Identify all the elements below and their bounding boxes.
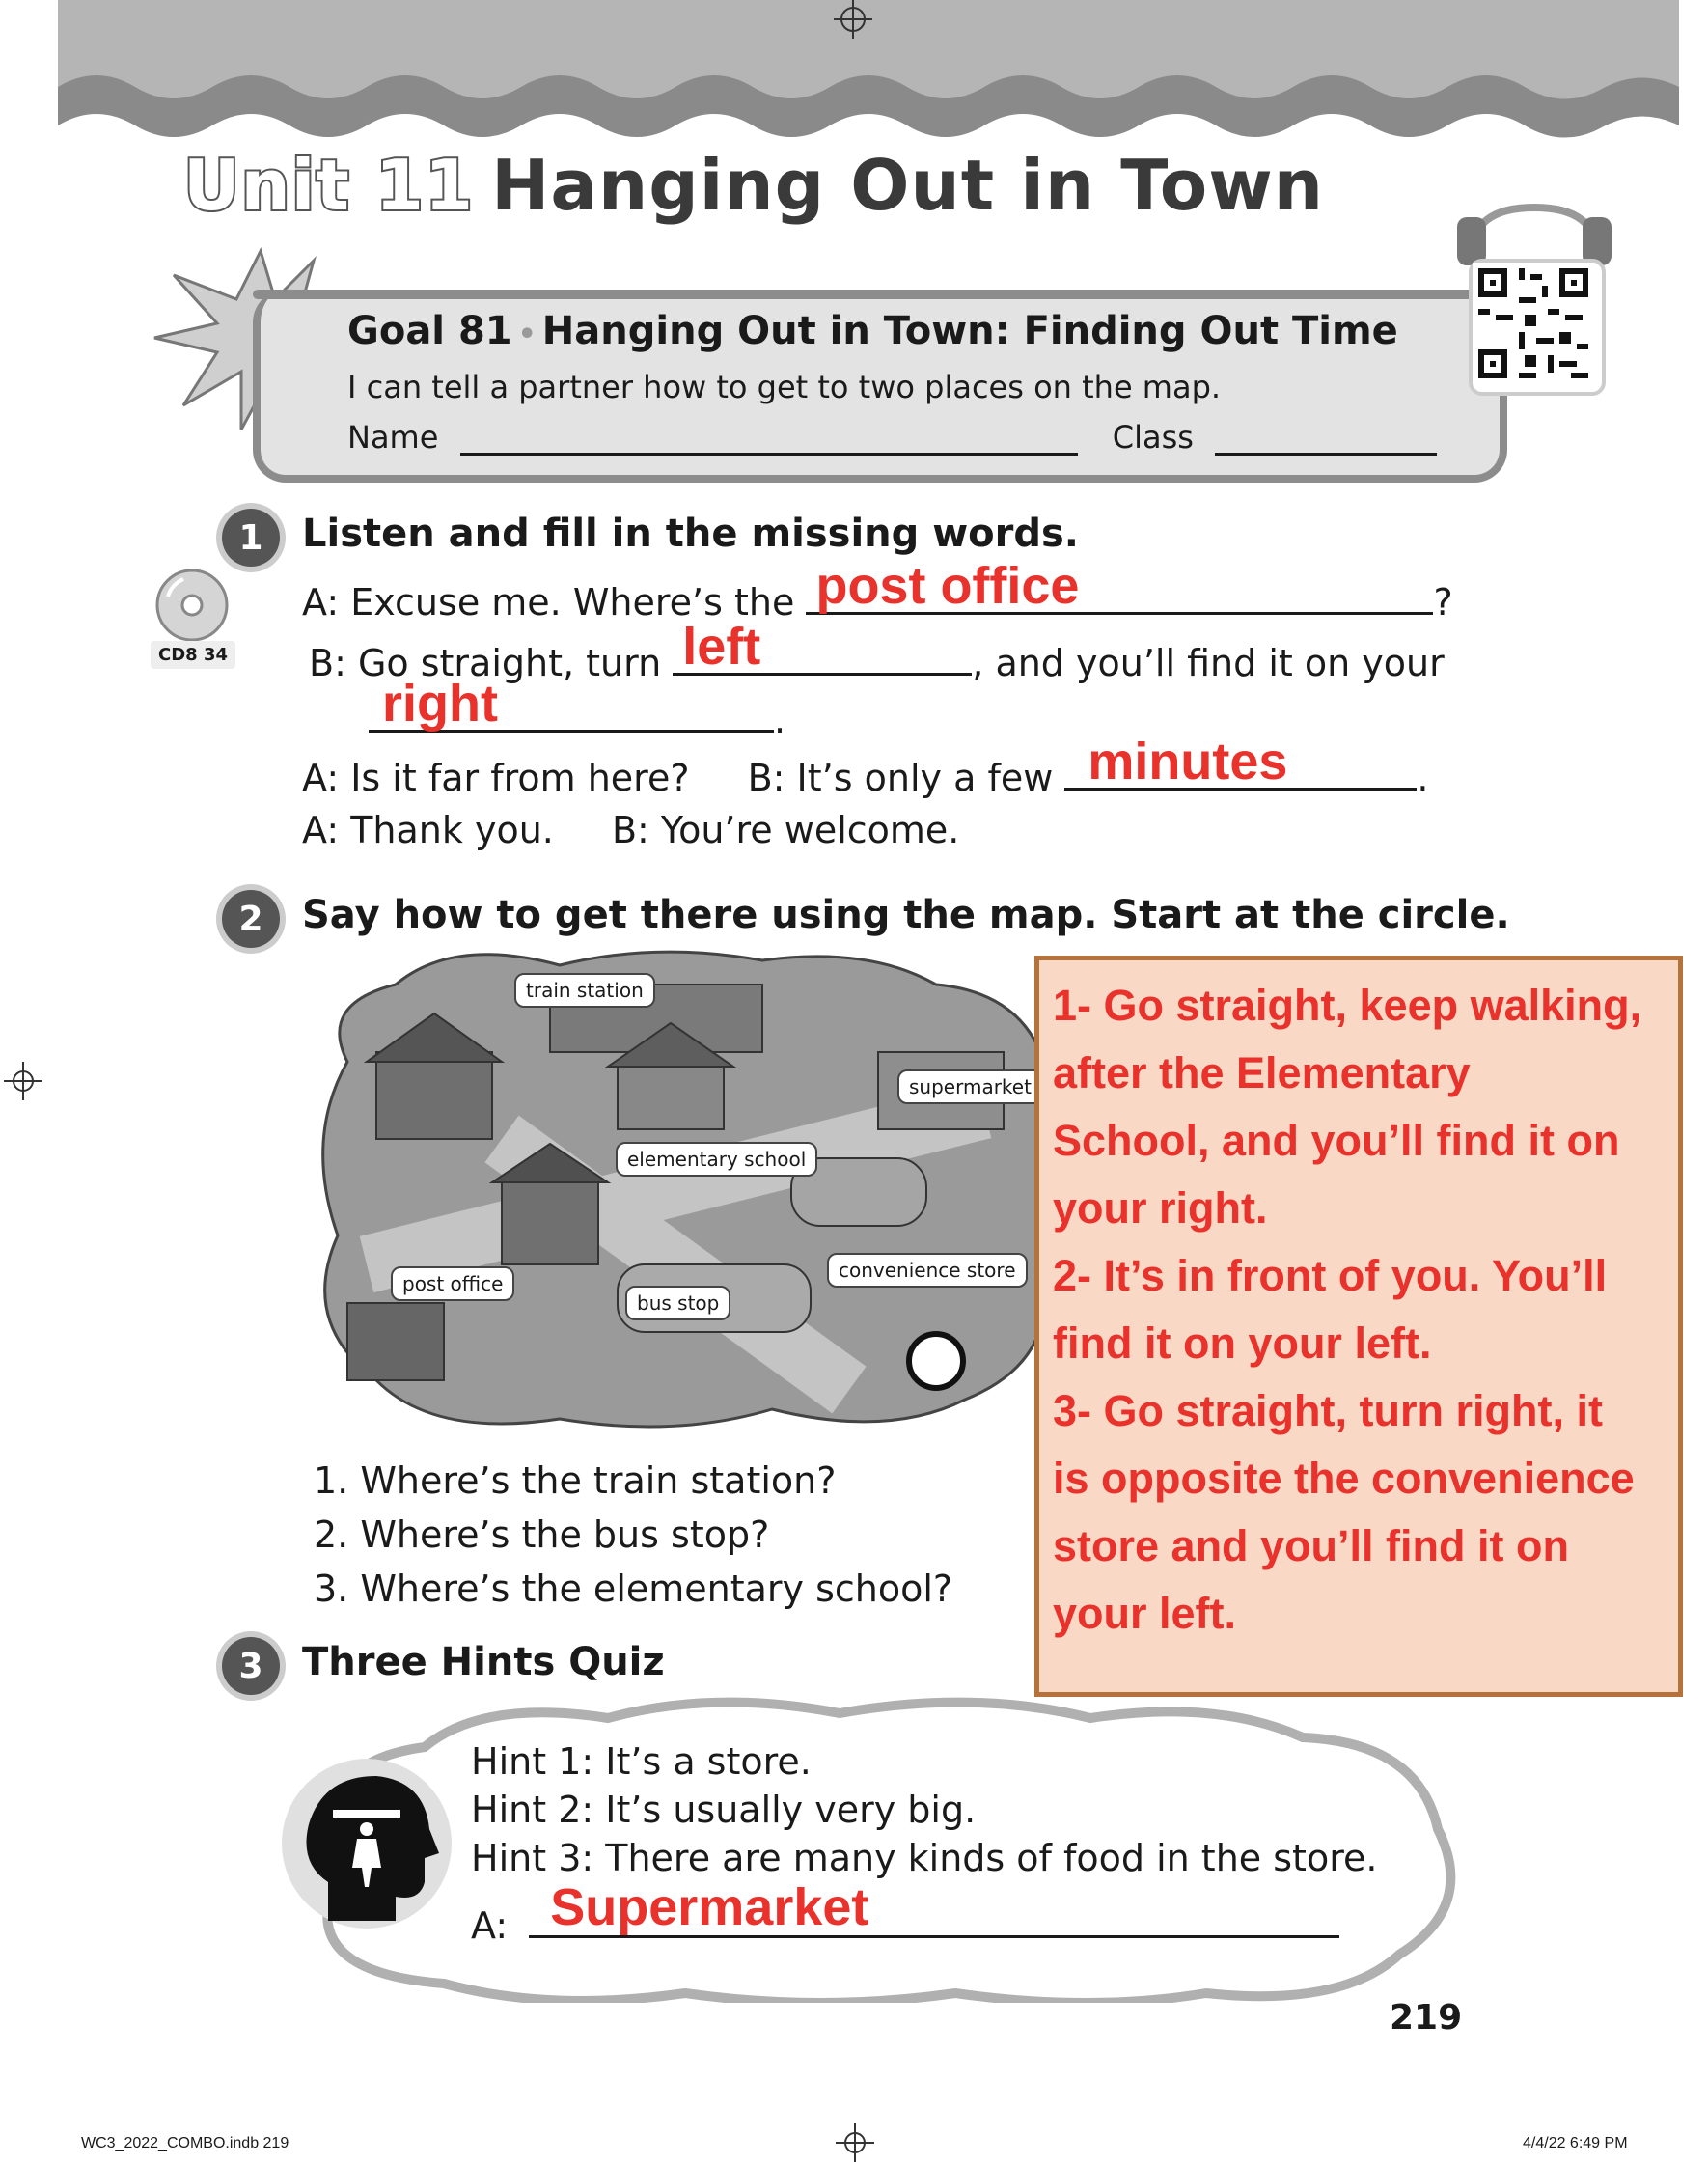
section-2-title: Say how to get there using the map. Start at the circle. bbox=[302, 893, 1510, 937]
footer-timestamp: 4/4/22 6:49 PM bbox=[1523, 2135, 1628, 2151]
dialogue-text: A: Thank you. bbox=[302, 809, 554, 851]
answer-left: left bbox=[682, 618, 761, 676]
map-label-post-office: post office bbox=[391, 1266, 514, 1301]
dialogue-text: A: Excuse me. Where’s the bbox=[302, 581, 795, 624]
dialogue-line-5 bbox=[302, 809, 959, 851]
class-field[interactable] bbox=[1215, 424, 1437, 456]
qr-code[interactable] bbox=[1469, 259, 1606, 396]
name-field[interactable] bbox=[460, 424, 1078, 456]
answer-line: your right. bbox=[1053, 1183, 1268, 1233]
start-circle-icon bbox=[909, 1334, 963, 1388]
cd-icon bbox=[154, 568, 230, 643]
unit-title-text: Hanging Out in Town bbox=[491, 145, 1325, 226]
dialogue-text: . bbox=[1417, 757, 1429, 799]
question-item: 1. Where’s the train station? bbox=[314, 1459, 837, 1502]
town-map bbox=[309, 946, 1061, 1429]
class-label: Class bbox=[1112, 419, 1194, 456]
dialogue-line-3 bbox=[369, 675, 786, 741]
dialogue-line-4 bbox=[302, 733, 1429, 799]
goal-number: Goal 81 bbox=[347, 309, 512, 353]
cd-track-label: CD8 34 bbox=[151, 641, 235, 669]
goal-subtitle: Hanging Out in Town: Finding Out Time bbox=[541, 309, 1398, 353]
answer-blank-4[interactable] bbox=[1064, 733, 1417, 791]
strong-mind-icon bbox=[280, 1757, 454, 1930]
registration-mark-icon bbox=[4, 1062, 42, 1100]
answer-line: find it on your left. bbox=[1053, 1318, 1432, 1368]
answer-line: your left. bbox=[1053, 1589, 1237, 1638]
question-item: 2. Where’s the bus stop? bbox=[314, 1513, 770, 1556]
answer-line: store and you’ll find it on bbox=[1053, 1521, 1569, 1570]
handwritten-answer-box bbox=[1034, 956, 1683, 1697]
goal-box-top-border bbox=[253, 290, 1507, 299]
answer-blank-2[interactable] bbox=[673, 618, 972, 676]
map-label-convenience-store: convenience store bbox=[827, 1253, 1028, 1288]
map-label-bus-stop: bus stop bbox=[625, 1286, 730, 1320]
answer-line: 3- Go straight, turn right, it bbox=[1053, 1386, 1603, 1435]
map-label-supermarket: supermarket bbox=[897, 1069, 1043, 1104]
name-label: Name bbox=[347, 419, 439, 456]
answer-label: A: bbox=[471, 1904, 509, 1947]
map-label-train-station: train station bbox=[514, 973, 655, 1008]
page-number: 219 bbox=[1390, 1998, 1463, 2038]
hint-list bbox=[471, 1737, 1377, 1882]
dialogue-text: B: You’re welcome. bbox=[611, 809, 960, 851]
registration-mark-icon bbox=[836, 2123, 874, 2162]
answer-line: is opposite the convenience bbox=[1053, 1454, 1635, 1503]
answer-post-office: post office bbox=[815, 557, 1080, 615]
footer-file-info: WC3_2022_COMBO.indb 219 bbox=[81, 2135, 289, 2151]
answer-blank-1[interactable] bbox=[806, 557, 1433, 615]
dialogue-text: . bbox=[774, 699, 786, 741]
question-list bbox=[314, 1454, 952, 1616]
dialogue-text: , and you’ll find it on your bbox=[972, 642, 1445, 684]
dialogue-text: A: Is it far from here? bbox=[302, 757, 690, 799]
hint-item: Hint 2: It’s usually very big. bbox=[471, 1789, 977, 1831]
answer-line: School, and you’ll find it on bbox=[1053, 1116, 1620, 1165]
answer-line: 1- Go straight, keep walking, bbox=[1053, 981, 1642, 1030]
hint-item: Hint 1: It’s a store. bbox=[471, 1740, 812, 1783]
header-wave-band bbox=[0, 0, 1708, 154]
bullet-icon: • bbox=[517, 318, 537, 351]
unit-title bbox=[183, 145, 1324, 226]
quiz-answer-row bbox=[471, 1878, 1339, 1947]
quiz-answer-blank[interactable] bbox=[529, 1878, 1339, 1938]
map-label-elementary-school: elementary school bbox=[616, 1142, 817, 1177]
dialogue-line-1 bbox=[302, 557, 1453, 624]
dialogue-text: B: Go straight, turn bbox=[309, 642, 662, 684]
name-class-row bbox=[347, 419, 1437, 456]
answer-line: 2- It’s in front of you. You’ll bbox=[1053, 1251, 1608, 1300]
section-1-number: 1 bbox=[222, 509, 280, 567]
answer-minutes: minutes bbox=[1088, 733, 1288, 791]
answer-right: right bbox=[382, 675, 498, 733]
question-item: 3. Where’s the elementary school? bbox=[314, 1568, 953, 1610]
section-3-title: Three Hints Quiz bbox=[302, 1640, 665, 1684]
section-1-title: Listen and fill in the missing words. bbox=[302, 512, 1079, 556]
section-2-number: 2 bbox=[222, 890, 280, 948]
dialogue-text: B: It’s only a few bbox=[747, 757, 1054, 799]
goal-description: I can tell a partner how to get to two places on the map. bbox=[347, 369, 1222, 405]
unit-badge: Unit 11 bbox=[183, 145, 475, 226]
answer-blank-3[interactable] bbox=[369, 675, 774, 733]
qr-code-icon bbox=[1473, 263, 1594, 384]
hint-item: Hint 3: There are many kinds of food in the store. bbox=[471, 1837, 1378, 1879]
goal-title bbox=[347, 309, 1398, 353]
answer-line: after the Elementary bbox=[1053, 1048, 1471, 1097]
dialogue-text: ? bbox=[1433, 581, 1453, 624]
answer-supermarket: Supermarket bbox=[550, 1878, 869, 1936]
section-3-number: 3 bbox=[222, 1637, 280, 1695]
